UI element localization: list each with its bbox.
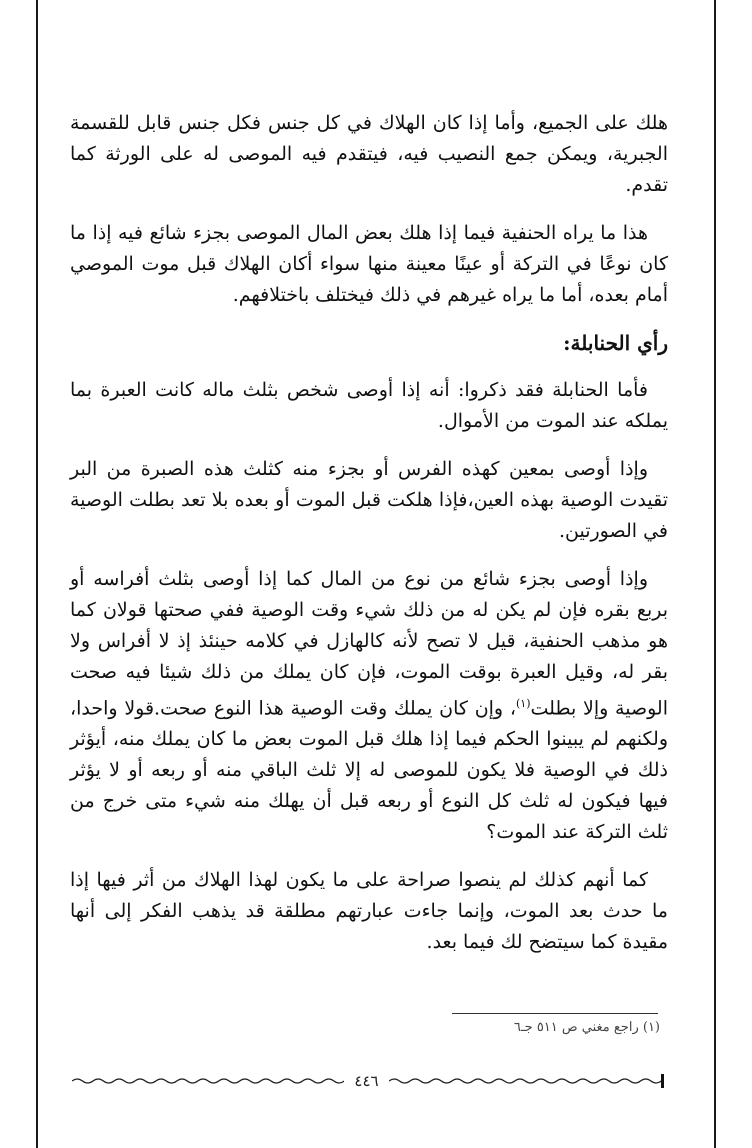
page-number: ٤٤٦ (354, 1072, 379, 1090)
paragraph-text: وإذا أوصى بجزء شائع من نوع من المال كما إذا أوصى بثلث أفراسه أو بربع بقره فإن لم يكن له من ذلك شيء وقت الوصية ففي صحتها قولان كما هو مذهب الحنفية، قيل لا تصح لأنه كالهازل في كلامه حينئذ إذ لا أفراس ولا بقر له، وقيل العبرة بوقت الموت، فإن كان يملك من ذلك شيئا فيه صحت الوصية وإلا بطلت (70, 568, 669, 720)
paragraph: هذا ما يراه الحنفية فيما إذا هلك بعض المال الموصى بجزء شائع فيه إذا ما كان نوعًا في التركة أو عينًا معينة منها سواء أكان الهلاك قبل موت الموصي أمام بعده، أما ما يراه غيرهم في ذلك فيختلف باختلافهم. (70, 222, 668, 306)
footnote-separator (452, 1013, 658, 1014)
footer-end-bar (661, 1074, 664, 1088)
paragraph: هلك على الجميع، وأما إذا كان الهلاك في كل جنس فكل جنس قابل للقسمة الجبرية، ويمكن جمع النصيب فيه، فيتقدم فيه الموصى له على الورثة كما تقدم. (70, 112, 668, 196)
footnote: (١) راجع مغني ص ٥١١ جـ٦ (513, 1020, 660, 1035)
page-right-border (714, 0, 716, 1148)
page-body (70, 108, 668, 975)
section-heading: رأي الحنابلة: (563, 331, 668, 355)
page-left-border (36, 0, 38, 1148)
page-footer (72, 1070, 664, 1092)
paragraph-text-continued: ، وإن كان يملك وقت الوصية هذا النوع صحت.قولا واحدا، ولكنهم لم يبينوا الحكم فيما إذا هلك قبل الموت بعض ما كان يملك منه، أيؤثر ذلك في الوصية فلا يكون للموصى له إلا ثلث الباقي منه أو ربعه أو لا يؤثر فيها فيكون له ثلث كل النوع أو ربعه قبل أن يهلك منه شيء متى خرج من ثلث التركة عند الموت؟ (70, 697, 668, 844)
wave-ornament-left (72, 1076, 344, 1086)
paragraph: كما أنهم كذلك لم ينصوا صراحة على ما يكون لهذا الهلاك من أثر فيها إذا ما حدث بعد الموت، وإنما جاءت عبارتهم مطلقة قد يذهب الفكر إلى أنها مقيدة كما سيتضح لك فيما بعد. (70, 869, 668, 954)
paragraph: فأما الحنابلة فقد ذكروا: أنه إذا أوصى شخص بثلث ماله كانت العبرة بما يملكه عند الموت من الأموال. (70, 379, 668, 432)
footnote-reference: (١) (515, 697, 531, 710)
wave-ornament-right (389, 1076, 661, 1086)
paragraph-with-footnote (70, 564, 668, 848)
paragraph: وإذا أوصى بمعين كهذه الفرس أو بجزء منه كثلث هذه الصبرة من البر تقيدت الوصية بهذه العين،فإذا هلكت قبل الموت أو بعده بلا تعد بطلت الوصية في الصورتين. (70, 458, 668, 542)
